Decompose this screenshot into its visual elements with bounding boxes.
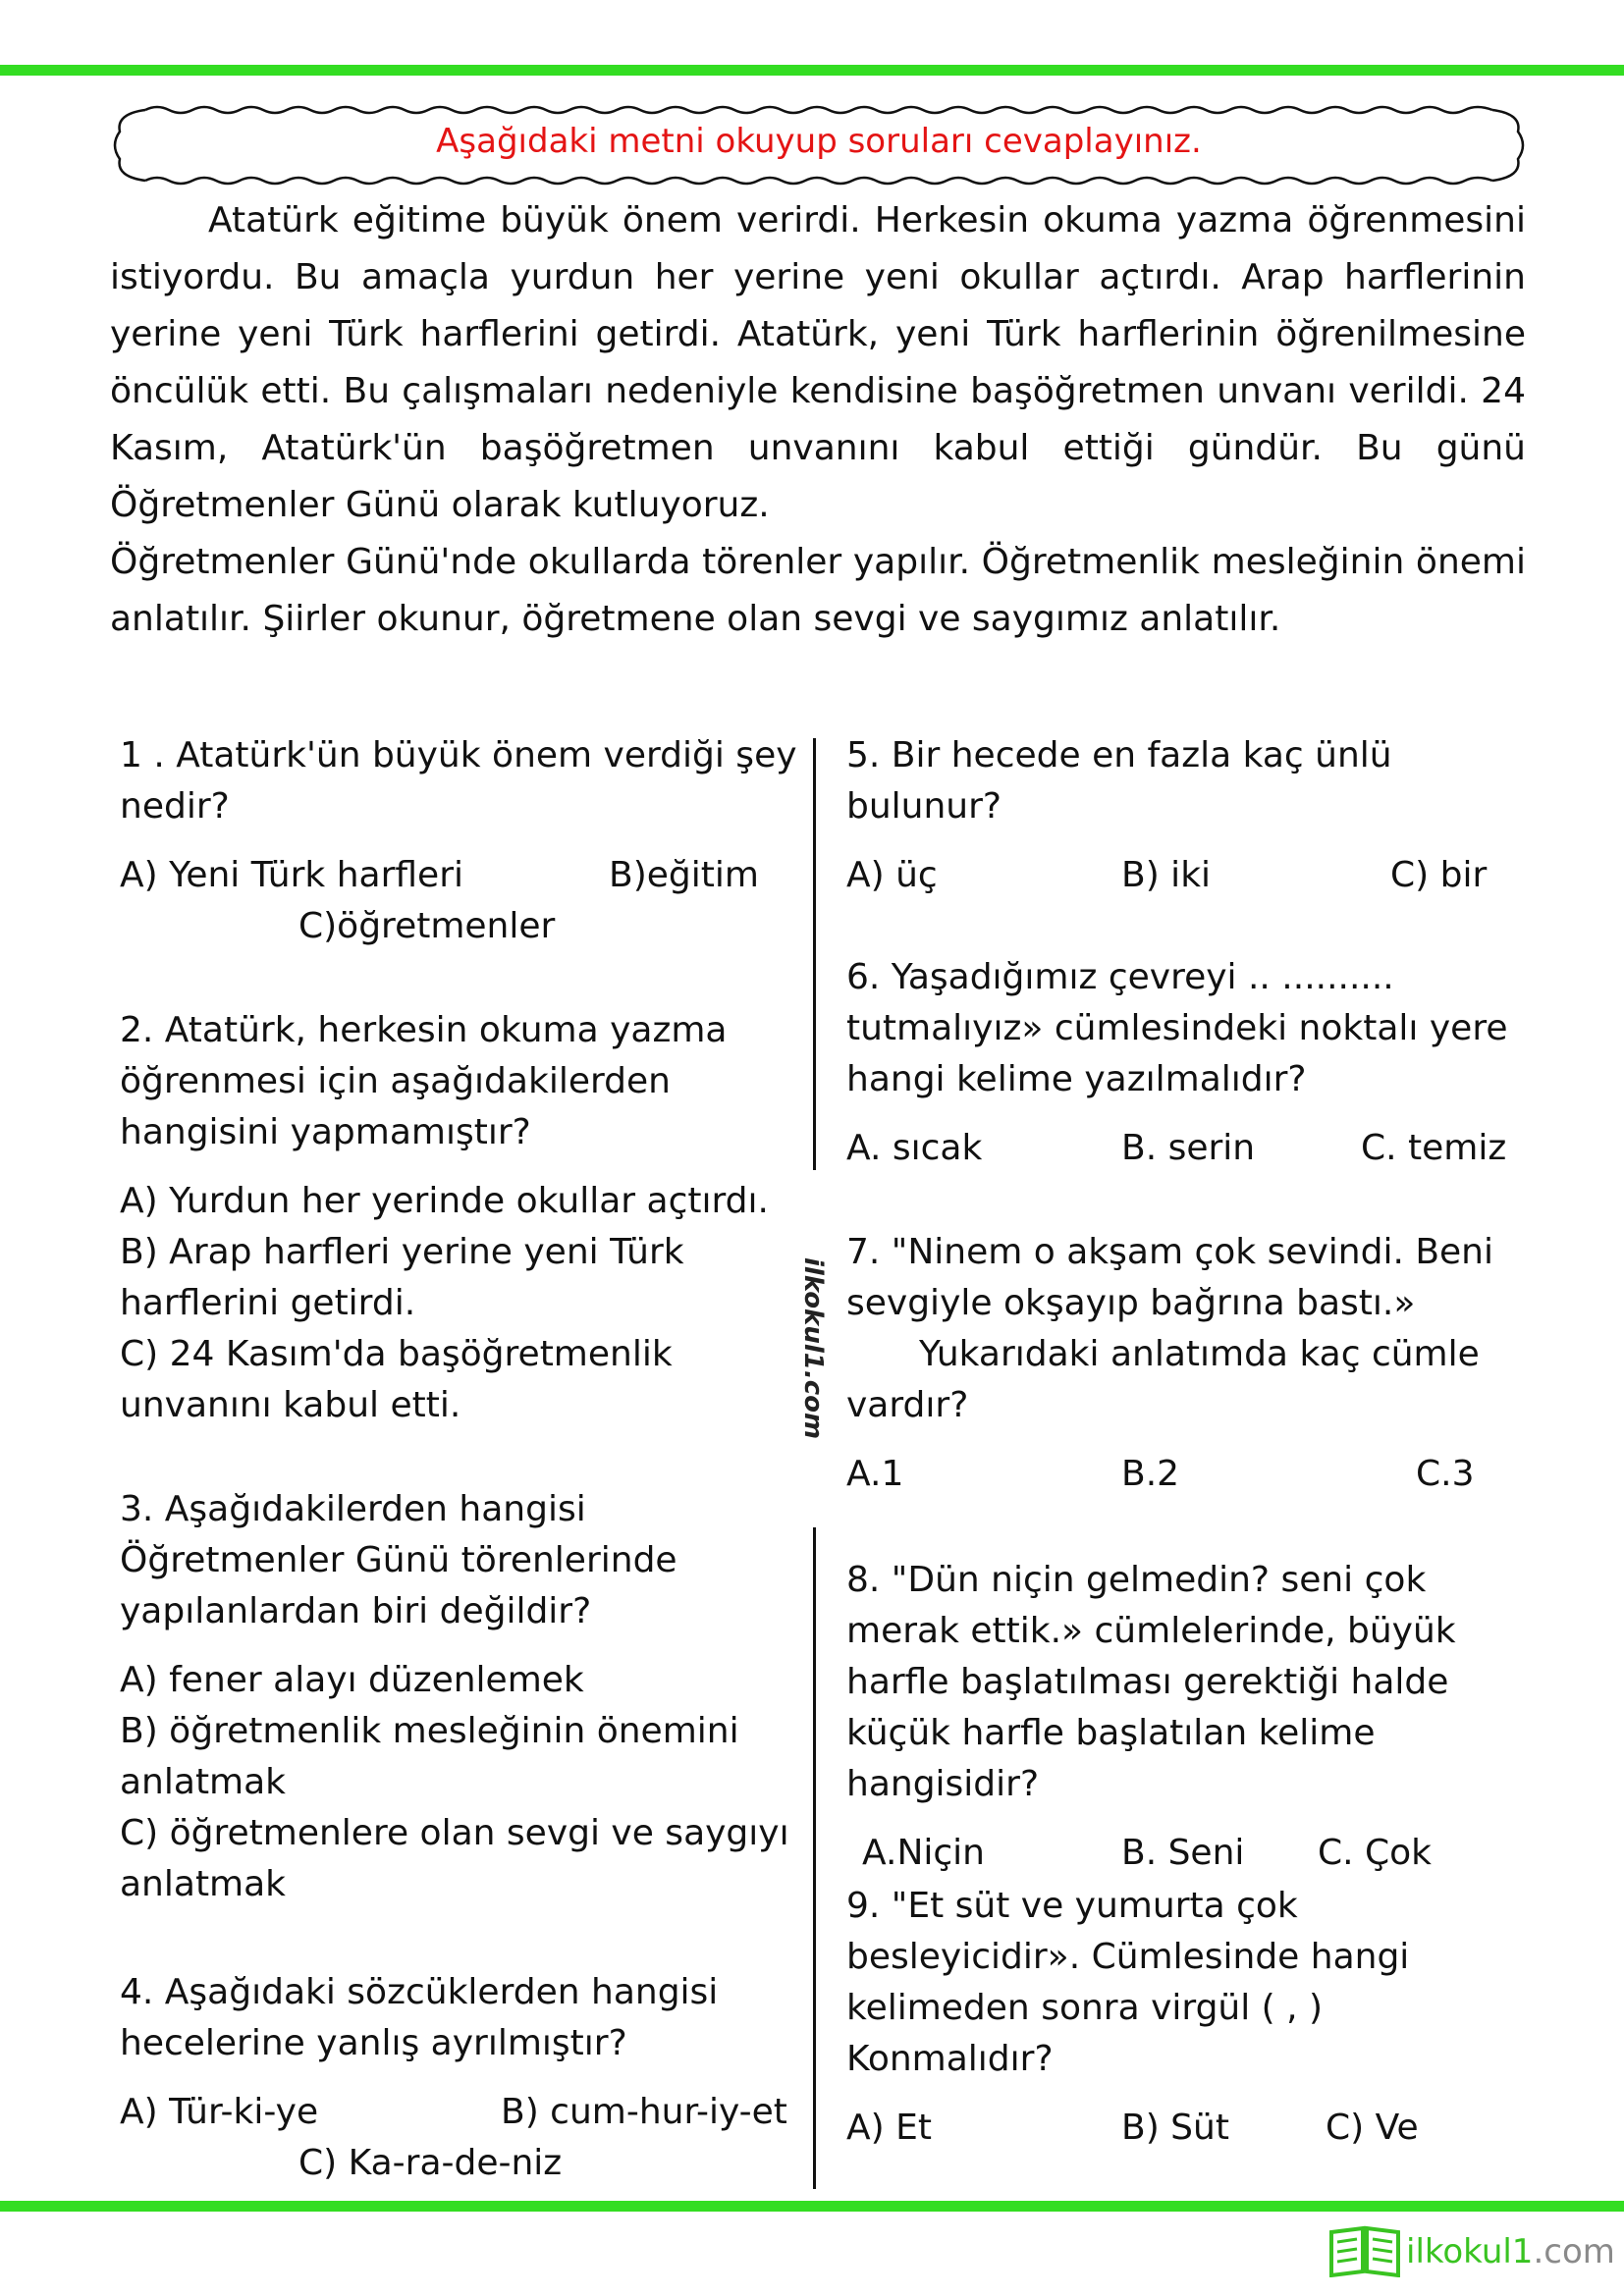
option-c[interactable]: C.3 — [1416, 1454, 1475, 1494]
question-8 — [846, 1555, 1524, 1879]
question-4-options — [120, 2087, 797, 2138]
question-1-stem: 1 . Atatürk'ün büyük önem verdiği şey nedir? — [120, 735, 797, 827]
question-6 — [846, 952, 1524, 1174]
question-2-options — [120, 1176, 797, 1431]
watermark-text: ilkokul1.com — [798, 1257, 828, 1440]
question-8-stem: 8. "Dün niçin gelmedin? seni çok merak ettik.» cümlelerinde, büyük harfle başlatılması gerektiği halde küçük harfle başlatılan kelime hangisidir? — [846, 1560, 1456, 1804]
option-a[interactable]: A) Et — [846, 2108, 932, 2148]
question-9-options — [846, 2103, 1524, 2154]
passage-paragraph-2: Öğretmenler Günü'nde okullarda törenler yapılır. Öğretmenlik mesleğinin önemi anlatılır. Şiirler okunur, öğretmene olan sevgi ve saygımız anlatılır. — [110, 542, 1526, 639]
option-b[interactable]: B. Seni — [1121, 1833, 1245, 1873]
bottom-green-bar — [0, 2201, 1624, 2212]
option-a[interactable]: A.1 — [846, 1454, 904, 1494]
option-b[interactable]: B. serin — [1121, 1128, 1256, 1168]
option-c[interactable]: C) Ve — [1326, 2108, 1419, 2148]
question-5 — [846, 730, 1524, 901]
question-2 — [120, 1005, 797, 1431]
question-3 — [120, 1484, 797, 1910]
option-c[interactable]: C)öğretmenler — [298, 906, 556, 946]
question-4 — [120, 1967, 797, 2189]
option-a[interactable]: A) fener alayı düzenlemek — [120, 1660, 584, 1700]
option-c[interactable]: C) Ka-ra-de-niz — [298, 2143, 563, 2183]
instruction-title: Aşağıdaki metni okuyup soruları cevaplayınız. — [436, 122, 1202, 161]
question-7-options — [846, 1449, 1524, 1500]
footer-brand-main: ilkokul1 — [1406, 2232, 1534, 2271]
title-banner — [106, 102, 1532, 188]
question-2-stem: 2. Atatürk, herkesin okuma yazma öğrenmesi için aşağıdakilerden hangisini yapmamıştır? — [120, 1010, 728, 1152]
column-divider-upper — [813, 738, 816, 1170]
option-b[interactable]: B) Arap harfleri yerine yeni Türk harflerini getirdi. — [120, 1232, 684, 1323]
footer-brand — [1406, 2232, 1615, 2271]
question-7-stem: 7. "Ninem o akşam çok sevindi. Beni sevgiyle okşayıp bağrına bastı.» — [846, 1232, 1494, 1323]
reading-passage — [110, 192, 1526, 648]
question-9 — [846, 1881, 1524, 2154]
passage-paragraph-1: Atatürk eğitime büyük önem verirdi. Herkesin okuma yazma öğrenmesini istiyordu. Bu amaçla yurdun her yerine yeni okullar açtırdı. Arap harflerinin yerine yeni Türk harflerini getirdi. Atatürk, yeni Türk harflerinin öğrenilmesine öncülük etti. Bu çalışmaları nedeniyle kendisine başöğretmen unvanı verildi. 24 Kasım, Atatürk'ün başöğretmen unvanını kabul ettiği gündür. Bu günü Öğretmenler Günü olarak kutluyoruz. — [110, 200, 1526, 525]
question-1 — [120, 730, 797, 952]
question-5-options — [846, 850, 1524, 901]
option-c[interactable]: C) 24 Kasım'da başöğretmenlik unvanını kabul etti. — [120, 1334, 673, 1425]
option-c[interactable]: C. Çok — [1318, 1833, 1433, 1873]
question-3-options — [120, 1655, 797, 1910]
option-c[interactable]: C. temiz — [1361, 1128, 1507, 1168]
footer-brand-tld: .com — [1533, 2232, 1615, 2271]
option-a[interactable]: A) Yeni Türk harfleri — [120, 855, 463, 895]
question-7 — [846, 1227, 1524, 1500]
top-green-bar — [0, 65, 1624, 76]
option-a[interactable]: A) Yurdun her yerinde okullar açtırdı. — [120, 1181, 769, 1221]
question-6-options — [846, 1123, 1524, 1174]
option-c[interactable]: C) öğretmenlere olan sevgi ve saygıyı anlatmak — [120, 1813, 789, 1904]
question-1-options — [120, 850, 797, 901]
option-b[interactable]: B) cum-hur-iy-et — [501, 2092, 787, 2132]
option-b[interactable]: B) iki — [1121, 855, 1212, 895]
question-8-options — [846, 1828, 1524, 1879]
option-b[interactable]: B)eğitim — [609, 855, 759, 895]
option-b[interactable]: B.2 — [1121, 1454, 1180, 1494]
question-3-stem: 3. Aşağıdakilerden hangisi Öğretmenler Günü törenlerinde yapılanlardan biri değildir? — [120, 1489, 677, 1631]
question-4-stem: 4. Aşağıdaki sözcüklerden hangisi hecelerine yanlış ayrılmıştır? — [120, 1972, 719, 2063]
option-a[interactable]: A) üç — [846, 855, 938, 895]
column-divider-lower — [813, 1527, 816, 2189]
option-b[interactable]: B) Süt — [1121, 2108, 1229, 2148]
option-a[interactable]: A.Niçin — [862, 1833, 985, 1873]
question-7-prompt: Yukarıdaki anlatımda kaç cümle vardır? — [846, 1334, 1480, 1425]
question-6-stem: 6. Yaşadığımız çevreyi .. .......... tutmalıyız» cümlesindeki noktalı yere hangi kelime yazılmalıdır? — [846, 957, 1508, 1099]
open-book-icon — [1327, 2222, 1402, 2277]
option-c[interactable]: C) bir — [1390, 855, 1488, 895]
option-a[interactable]: A) Tür-ki-ye — [120, 2092, 319, 2132]
option-a[interactable]: A. sıcak — [846, 1128, 983, 1168]
question-9-stem: 9. "Et süt ve yumurta çok besleyicidir». Cümlesinde hangi kelimeden sonra virgül ( , ) Konmalıdır? — [846, 1886, 1410, 2079]
question-5-stem: 5. Bir hecede en fazla kaç ünlü bulunur? — [846, 735, 1392, 827]
option-b[interactable]: B) öğretmenlik mesleğinin önemini anlatmak — [120, 1711, 739, 1802]
